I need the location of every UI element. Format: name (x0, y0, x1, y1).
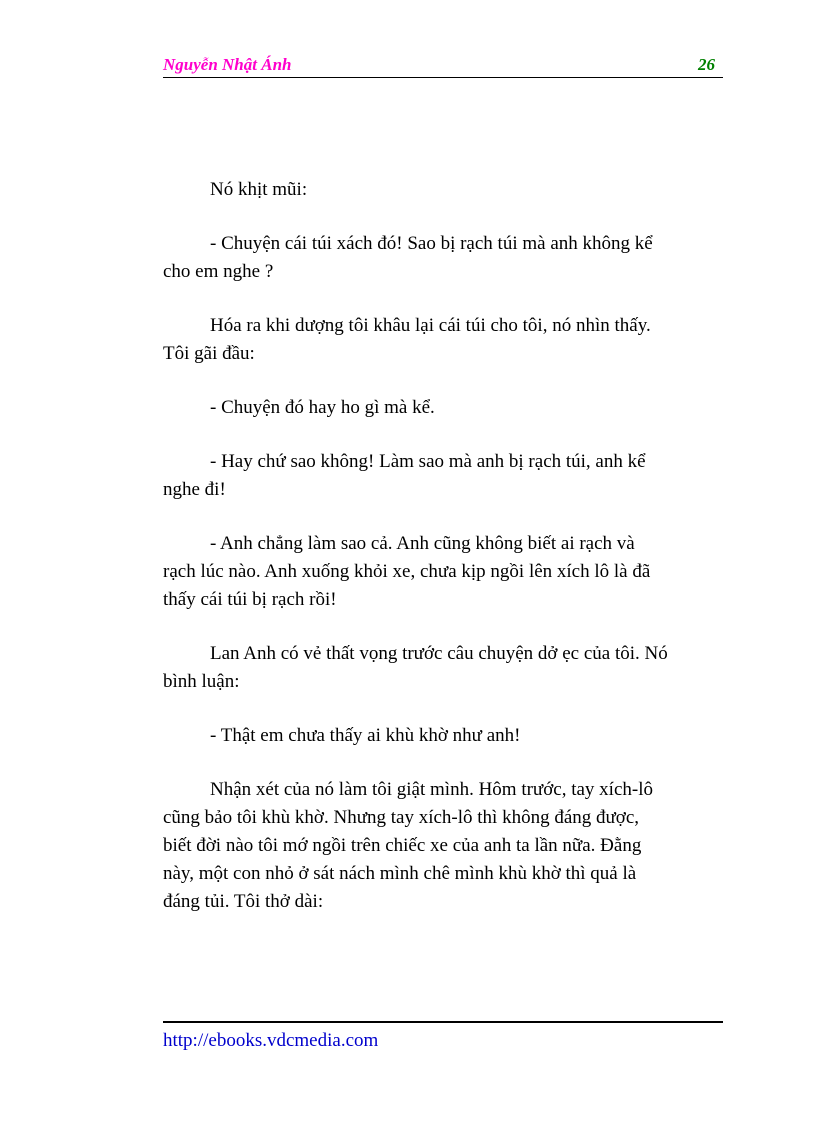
text-line: - Chuyện cái túi xách đó! Sao bị rạch túi mà anh không kể (210, 233, 653, 254)
text-line: - Anh chẳng làm sao cả. Anh cũng không biết ai rạch và (210, 533, 635, 554)
paragraph (163, 776, 723, 916)
page-number: 26 (698, 55, 715, 74)
paragraph (163, 530, 723, 614)
paragraph (163, 640, 723, 696)
text-line: bình luận: (163, 671, 240, 692)
text-line: cho em nghe ? (163, 261, 274, 282)
text-line: Nhận xét của nó làm tôi giật mình. Hôm trước, tay xích-lô (210, 779, 653, 800)
text-line: - Hay chứ sao không! Làm sao mà anh bị rạch túi, anh kể (210, 451, 646, 472)
text-line: cũng bảo tôi khù khờ. Nhưng tay xích-lô thì không đáng được, (163, 807, 640, 828)
footer-rule (163, 1021, 723, 1023)
body-text (163, 176, 723, 942)
text-line: này, một con nhỏ ở sát nách mình chê mình khù khờ thì quả là (163, 863, 637, 884)
page-header (163, 54, 723, 78)
header-author: Nguyễn Nhật Ánh (163, 55, 292, 74)
text-line: rạch lúc nào. Anh xuống khỏi xe, chưa kịp ngồi lên xích lô là đã (163, 561, 651, 582)
text-line: thấy cái túi bị rạch rồi! (163, 589, 337, 610)
text-line: đáng tủi. Tôi thở dài: (163, 891, 324, 912)
text-line: - Thật em chưa thấy ai khù khờ như anh! (210, 725, 521, 746)
paragraph (163, 230, 723, 286)
text-line: Hóa ra khi dượng tôi khâu lại cái túi cho tôi, nó nhìn thấy. (210, 315, 651, 336)
paragraph (163, 722, 723, 750)
text-line: - Chuyện đó hay ho gì mà kể. (210, 397, 435, 418)
footer-link[interactable]: http://ebooks.vdcmedia.com (163, 1030, 379, 1051)
text-line: nghe đi! (163, 479, 226, 500)
paragraph (163, 312, 723, 368)
text-line: Tôi gãi đầu: (163, 343, 255, 364)
header-rule (163, 77, 723, 78)
paragraph (163, 176, 723, 204)
paragraph (163, 394, 723, 422)
text-line: biết đời nào tôi mớ ngồi trên chiếc xe của anh ta lần nữa. Đằng (163, 835, 642, 856)
text-line: Nó khịt mũi: (210, 179, 308, 200)
text-line: Lan Anh có vẻ thất vọng trước câu chuyện dở ẹc của tôi. Nó (210, 643, 668, 664)
paragraph (163, 448, 723, 504)
